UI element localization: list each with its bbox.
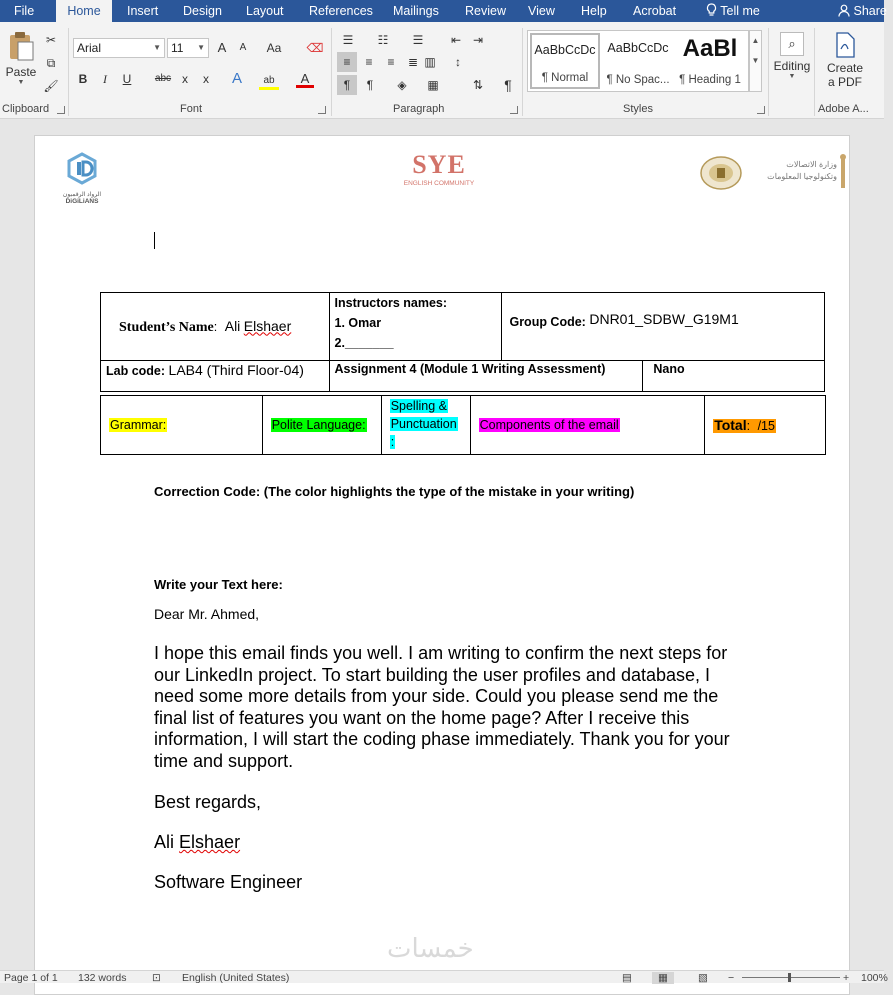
instructors-cell[interactable] (329, 293, 502, 361)
group-divider (522, 28, 523, 116)
spelling-line3: : (390, 435, 395, 449)
zoom-slider-track[interactable] (742, 977, 840, 978)
chevron-down-icon: ▼ (197, 43, 205, 52)
tab-insert[interactable]: Insert (127, 4, 159, 18)
email-body[interactable]: I hope this email finds you well. I am writing to confirm the next steps for our LinkedIn project. To start building the user profiles and database, I need some more details from your side. Could you please send me the final list of features you want on the home page? After I receive this information, I will start the coding phase immediately. Thank you for your time and support. (154, 643, 730, 771)
clipboard-group-label: Clipboard (2, 103, 50, 115)
lab-code-label: Lab code: (106, 364, 166, 378)
font-color-label: A (300, 71, 310, 86)
student-name-label: Student’s Name (119, 319, 214, 335)
group-divider (331, 28, 332, 116)
email-closing[interactable]: Best regards, (154, 792, 262, 812)
page-count[interactable]: Page 1 of 1 (4, 972, 58, 984)
pdf-icon (834, 32, 856, 58)
font-name-value: Arial (77, 41, 102, 55)
nano-cell[interactable] (643, 361, 825, 392)
status-bar (0, 970, 888, 984)
student-last-name: Elshaer (243, 317, 292, 334)
style-no-spacing[interactable] (603, 33, 673, 89)
create-pdf-line1: Create (826, 61, 864, 75)
rtl-direction-icon[interactable]: ¶ (366, 78, 374, 92)
text-effects-button[interactable]: A (231, 70, 242, 87)
font-size-value: 11 (171, 41, 184, 55)
increase-indent-icon[interactable]: ⇥ (472, 33, 484, 47)
line-spacing-icon[interactable]: ↕ (455, 55, 461, 69)
ministry-name-line2: وتكنولوجيا المعلومات (767, 172, 837, 181)
assignment-title: Assignment 4 (Module 1 Writing Assessment) (334, 362, 606, 376)
spelling-cell[interactable] (381, 396, 470, 455)
highlight-swatch (259, 87, 279, 90)
highlight-button[interactable] (259, 69, 279, 89)
assignment-cell[interactable] (329, 361, 643, 392)
align-center-icon[interactable]: ≡ (365, 55, 373, 69)
clear-formatting-icon[interactable]: ⌫ (306, 41, 324, 55)
style-name: ¶ Heading 1 (679, 74, 741, 86)
ministry-name-line1: وزارة الاتصالات (786, 160, 837, 169)
ministry-logo (699, 152, 847, 194)
email-greeting[interactable]: Dear Mr. Ahmed, (154, 606, 260, 622)
italic-button[interactable]: I (103, 72, 107, 86)
tab-view[interactable]: View (528, 4, 555, 18)
lab-code-value: LAB4 (Third Floor-04) (168, 362, 304, 378)
total-highlight (713, 419, 776, 433)
group-divider (68, 28, 69, 116)
tab-help[interactable]: Help (581, 4, 607, 18)
ribbon-home (0, 22, 884, 119)
paste-button[interactable] (4, 30, 38, 96)
change-case-button[interactable]: Aa (266, 41, 282, 55)
instructor-2: 2._______ (334, 336, 394, 350)
signer-last-name: Elshaer (179, 832, 241, 852)
highlight-label: ab (263, 75, 275, 86)
tab-references[interactable]: References (309, 4, 373, 18)
student-info-table (100, 292, 825, 392)
components-cell[interactable] (470, 396, 705, 455)
cut-icon[interactable]: ✂ (45, 33, 57, 47)
digilians-emblem-icon (59, 152, 105, 186)
shading-icon[interactable]: ◈ (397, 78, 407, 92)
clipboard-dialog-launcher[interactable] (57, 106, 65, 114)
borders-icon[interactable]: ▦ (427, 78, 439, 92)
total-cell[interactable] (705, 396, 826, 455)
components-label: Components of the email (479, 418, 619, 432)
copy-icon[interactable]: ⧉ (46, 56, 56, 70)
subscript-button[interactable]: x (182, 72, 188, 86)
justify-icon[interactable]: ≣ (407, 55, 419, 69)
spelling-line2: Punctuation (390, 417, 457, 431)
tab-layout[interactable]: Layout (246, 4, 284, 18)
document-page[interactable] (34, 135, 850, 995)
search-icon: ⌕ (780, 32, 804, 56)
polite-language-label: Polite Language: (271, 418, 366, 432)
print-layout-icon[interactable]: ▦ (652, 972, 674, 984)
digilians-arabic-text: الرواد الرقميون (62, 192, 102, 198)
student-first-name: Ali (224, 317, 241, 334)
multilevel-list-icon[interactable]: ☰ (412, 33, 424, 47)
superscript-button[interactable]: x (203, 72, 209, 86)
digilians-brand-text: DiGiLiANS (65, 198, 99, 205)
style-sample: AaBbCcDc (607, 41, 669, 55)
tab-home[interactable]: Home (56, 0, 112, 23)
instructor-1: 1. Omar (334, 316, 382, 330)
numbering-icon[interactable]: ☷ (377, 33, 389, 47)
styles-dialog-launcher[interactable] (757, 106, 765, 114)
align-left-icon[interactable]: ≡ (337, 52, 357, 72)
font-size-combo[interactable] (167, 38, 209, 58)
style-sample: AaBbCcDc (534, 43, 596, 57)
sye-logo (403, 150, 475, 196)
group-divider (814, 28, 815, 116)
font-color-button[interactable] (296, 69, 314, 89)
clipboard-paste-icon (7, 30, 35, 62)
group-code-value: DNR01_SDBW_G19M1 (589, 311, 739, 327)
grammar-cell[interactable] (101, 396, 263, 455)
polite-language-cell[interactable] (262, 396, 381, 455)
text-cursor (154, 232, 155, 249)
group-code-label: Group Code: (509, 315, 586, 329)
tell-me-label: Tell me (720, 4, 760, 18)
zoom-slider-thumb[interactable] (788, 973, 791, 982)
style-name: ¶ Normal (541, 72, 589, 84)
rubric-table (100, 395, 826, 455)
read-mode-icon[interactable]: ▤ (622, 972, 632, 984)
tab-mailings[interactable]: Mailings (393, 4, 439, 18)
word-count[interactable]: 132 words (78, 972, 127, 984)
watermark-text: خمسات (387, 934, 474, 964)
tab-design[interactable]: Design (183, 4, 222, 18)
ribbon-tab-bar (0, 0, 887, 22)
tab-file[interactable]: File (14, 4, 35, 18)
style-sample: AaBl (682, 35, 738, 62)
document-canvas[interactable] (0, 120, 884, 970)
column-layout-icon[interactable]: ▥ (424, 55, 436, 69)
student-name-sep: : (213, 319, 218, 334)
grow-font-button[interactable]: A (217, 40, 227, 55)
write-text-label: Write your Text here: (154, 577, 283, 592)
lab-code-cell[interactable] (101, 361, 330, 392)
sort-icon[interactable]: ⇅ (472, 78, 484, 92)
digilians-logo (59, 152, 105, 206)
web-layout-icon[interactable]: ▧ (698, 972, 708, 984)
signer-first-name: Ali (154, 832, 175, 852)
student-name-cell[interactable] (101, 293, 330, 361)
nano-label: Nano (653, 362, 685, 376)
tell-me-search[interactable] (700, 0, 766, 22)
group-code-cell[interactable] (502, 293, 825, 361)
chevron-down-icon: ▼ (17, 79, 25, 86)
language-indicator[interactable]: English (United States) (182, 972, 290, 984)
sye-brand-text: SYE (412, 150, 466, 179)
create-pdf-line2: a PDF (827, 75, 862, 89)
underline-button[interactable]: U (122, 72, 132, 86)
share-button[interactable] (832, 0, 893, 22)
shrink-font-button[interactable]: A (239, 42, 247, 53)
person-icon (838, 4, 850, 17)
style-heading-1[interactable] (675, 33, 745, 89)
format-painter-icon[interactable]: 🖌 (43, 79, 59, 93)
tab-review[interactable]: Review (465, 4, 506, 18)
total-value: /15 (757, 419, 775, 433)
align-right-icon[interactable]: ≡ (387, 55, 395, 69)
instructors-label: Instructors names: (334, 296, 448, 310)
decrease-indent-icon[interactable]: ⇤ (450, 33, 462, 47)
chevron-down-icon: ▼ (153, 43, 161, 52)
paragraph-dialog-launcher[interactable] (510, 106, 518, 114)
tab-acrobat[interactable]: Acrobat (633, 4, 677, 18)
styles-gallery (527, 30, 749, 92)
grammar-label: Grammar: (110, 418, 167, 432)
strikethrough-button[interactable]: abc (154, 73, 172, 84)
proofing-icon[interactable]: ⊡ (152, 972, 161, 984)
lightbulb-icon (706, 3, 717, 17)
editing-label: Editing (773, 59, 811, 73)
create-pdf-button[interactable] (820, 32, 870, 98)
total-label: Total (714, 417, 747, 433)
share-label: Share (853, 4, 887, 18)
zoom-out-icon[interactable]: − (728, 972, 735, 984)
paste-label: Paste (5, 65, 37, 79)
group-divider (768, 28, 769, 116)
ltr-direction-icon[interactable]: ¶ (337, 75, 357, 95)
email-signer[interactable] (154, 832, 240, 853)
ministry-figure-icon (839, 154, 847, 190)
email-signer-role[interactable]: Software Engineer (154, 872, 303, 892)
sye-sub-text: ENGLISH COMMUNITY (403, 180, 475, 187)
font-group-label: Font (180, 103, 203, 115)
ministry-emblem-icon (699, 154, 743, 192)
font-name-combo[interactable] (73, 38, 165, 58)
chevron-down-icon: ▼ (788, 73, 796, 80)
font-dialog-launcher[interactable] (318, 106, 326, 114)
adobe-group-label: Adobe A... (818, 103, 869, 115)
style-normal[interactable] (530, 33, 600, 89)
bullets-icon[interactable]: ☰ (342, 33, 354, 47)
show-marks-button[interactable]: ¶ (504, 77, 512, 93)
style-name: ¶ No Spac... (606, 74, 670, 86)
paragraph-group-label: Paragraph (393, 103, 445, 115)
zoom-level[interactable]: 100% (861, 972, 888, 984)
zoom-in-icon[interactable]: + (843, 972, 850, 984)
spelling-line1: Spelling & (390, 399, 447, 413)
styles-gallery-scroll[interactable]: ▲ ▼ (749, 30, 762, 92)
total-sep: : (746, 419, 751, 433)
editing-button[interactable] (772, 32, 812, 92)
styles-group-label: Styles (623, 103, 653, 115)
correction-code-note: Correction Code: (The color highlights the type of the mistake in your writing) (154, 484, 635, 499)
bold-button[interactable]: B (78, 72, 88, 86)
